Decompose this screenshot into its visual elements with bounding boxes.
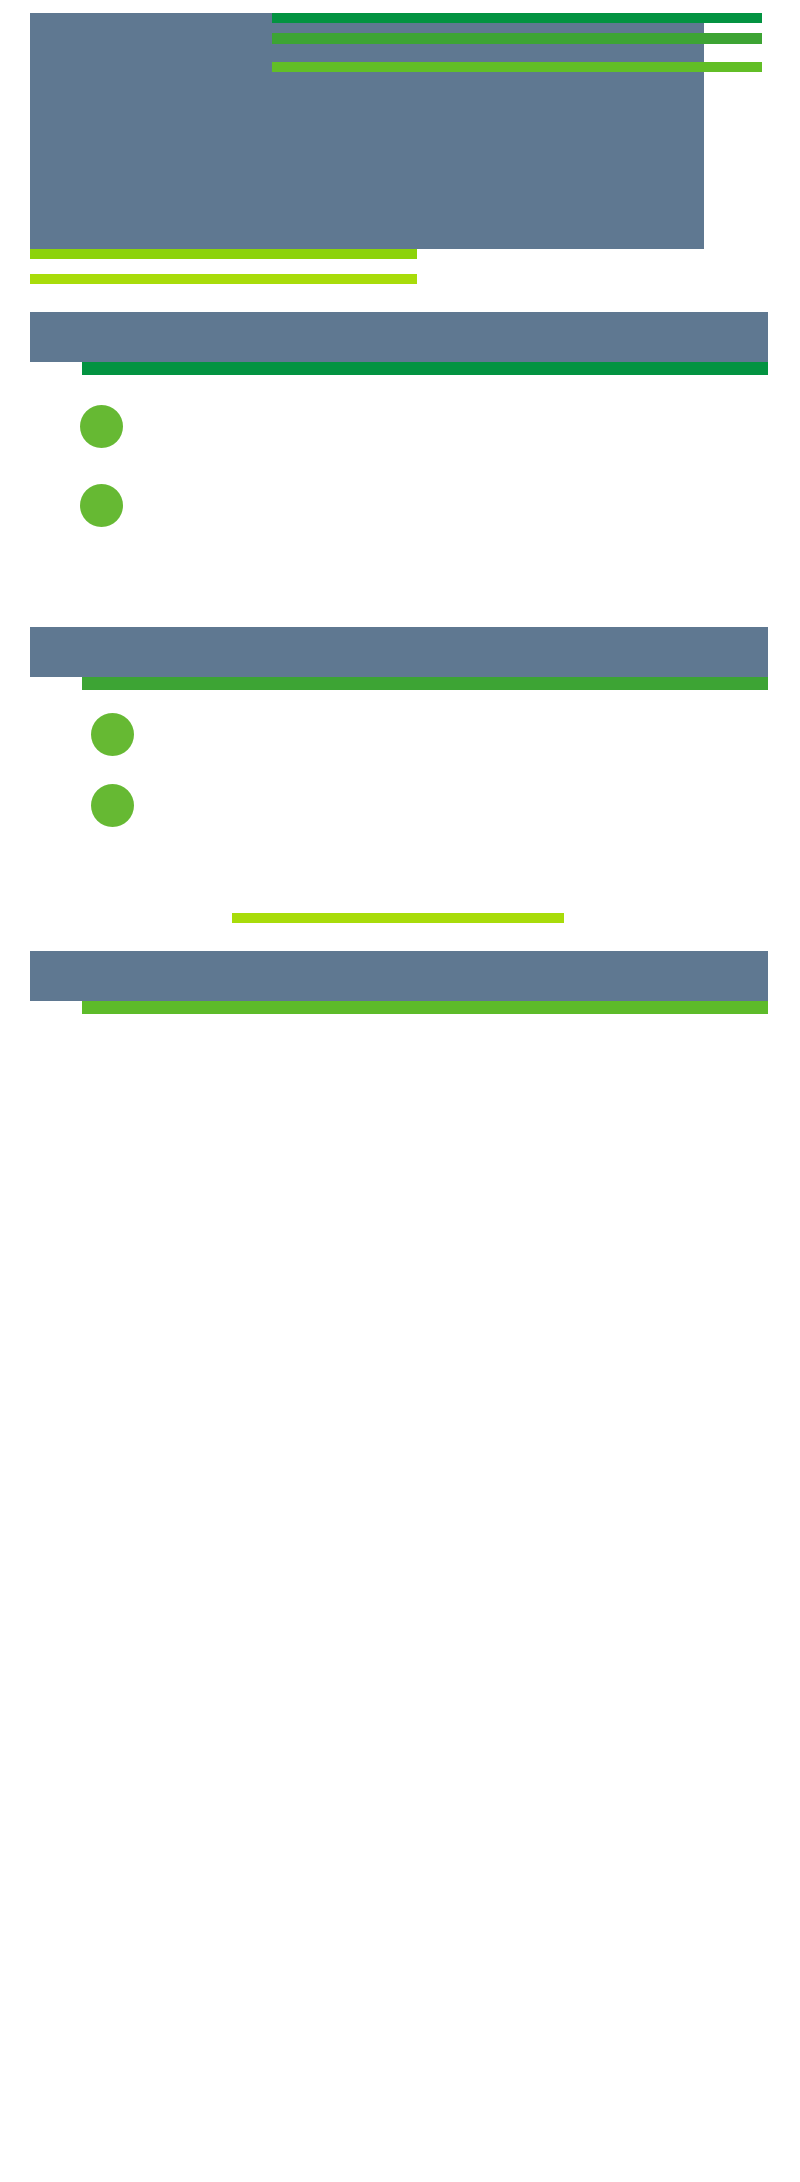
hero-stripe-2	[272, 33, 762, 44]
contact-underline	[232, 913, 564, 923]
section-underline	[82, 362, 768, 375]
hero-bar-2	[30, 274, 417, 284]
section-heading-evaluation	[30, 951, 768, 1001]
number-badge-2	[80, 484, 123, 527]
hero-bar-1	[30, 249, 417, 259]
number-badge-2	[91, 784, 134, 827]
hero-stripe-3	[272, 62, 762, 72]
number-badge-1	[91, 713, 134, 756]
section-heading-next	[30, 627, 768, 677]
section-underline	[82, 1001, 768, 1014]
hero-banner	[30, 13, 704, 249]
hero-stripe-1	[272, 13, 762, 23]
section-underline	[82, 677, 768, 690]
number-badge-1	[80, 405, 123, 448]
section-heading-when	[30, 312, 768, 362]
